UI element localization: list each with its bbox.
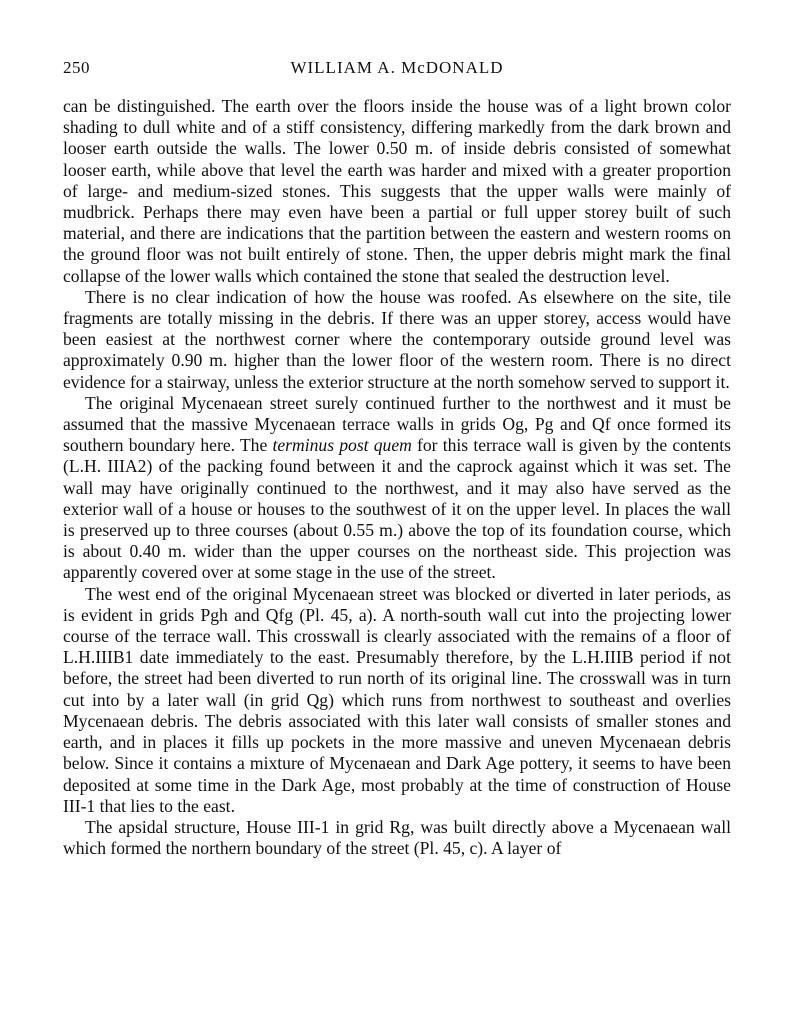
paragraph-3-text-b: for this terrace wall is given by the contents (L.H. IIIA2) of the packing found between it and the caprock against which it was set. The wall may have originally continued to the northwest, and it may also have served as the exterior wall of a house or houses to the southwest of it on the upper level. In places the wall is preserved up to three courses (about 0.55 m.) above the top of its foundation course, which is about 0.40 m. wider than the upper courses on the northeast side. This projection was apparently covered over at some stage in the use of the street. bbox=[63, 435, 732, 583]
running-head-author: WILLIAM A. McDONALD bbox=[290, 58, 504, 77]
paragraph-2: There is no clear indication of how the house was roofed. As elsewhere on the site, tile fragments are totally missing in the debris. If there was an upper storey, access would have been easiest at the northwest corner where the contemporary outside ground level was approximately 0.90 m. higher than the lower floor of the western room. There is no direct evidence for a stairway, unless the exterior structure at the north somehow served to support it. bbox=[63, 286, 731, 392]
paragraph-3-text-a: The original Mycenaean street surely continued further to the northwest and it must be assumed that the massive Mycenaean terrace walls in grids Og, Pg and Qf once formed its southern boundary here. The bbox=[63, 392, 731, 456]
running-head bbox=[63, 58, 731, 82]
paragraph-5: The apsidal structure, House III-1 in grid Rg, was built directly above a Mycenaean wall which formed the northern boundary of the street (Pl. 45, c). A layer of bbox=[63, 816, 731, 859]
body-text bbox=[63, 96, 731, 859]
paragraph-1: can be distinguished. The earth over the floors inside the house was of a light brown color shading to dull white and of a stiff consistency, differing markedly from the dark brown and looser earth outside the walls. The lower 0.50 m. of inside debris consisted of somewhat looser earth, while above that level the earth was harder and mixed with a greater proportion of large- and medium-sized stones. This suggests that the upper walls were mainly of mudbrick. Perhaps there may even have been a partial or full upper storey built of such material, and there are indications that the partition between the eastern and western rooms on the ground floor was not built entirely of stone. Then, the upper debris might mark the final collapse of the lower walls which contained the stone that sealed the destruction level. bbox=[63, 96, 731, 286]
paragraph-4: The west end of the original Mycenaean street was blocked or diverted in later periods, as is evident in grids Pgh and Qfg (Pl. 45, a). A north-south wall cut into the projecting lower course of the terrace wall. This crosswall is clearly associated with the remains of a floor of L.H.IIIB1 date immediately to the east. Presumably therefore, by the L.H.IIIB period if not before, the street had been diverted to run north of its original line. The crosswall was in turn cut into by a later wall (in grid Qg) which runs from northwest to southeast and overlies Mycenaean debris. The debris associated with this later wall consists of smaller stones and earth, and in places it fills up pockets in the more massive and uneven Mycenaean debris below. Since it contains a mixture of Mycenaean and Dark Age pottery, it seems to have been deposited at some time in the Dark Age, most probably at the time of construction of House III-1 that lies to the east. bbox=[63, 583, 731, 816]
terminus-post-quem-italic: terminus post quem bbox=[272, 435, 412, 456]
paragraph-3 bbox=[63, 393, 731, 584]
page bbox=[63, 58, 731, 859]
page-number: 250 bbox=[63, 58, 90, 77]
